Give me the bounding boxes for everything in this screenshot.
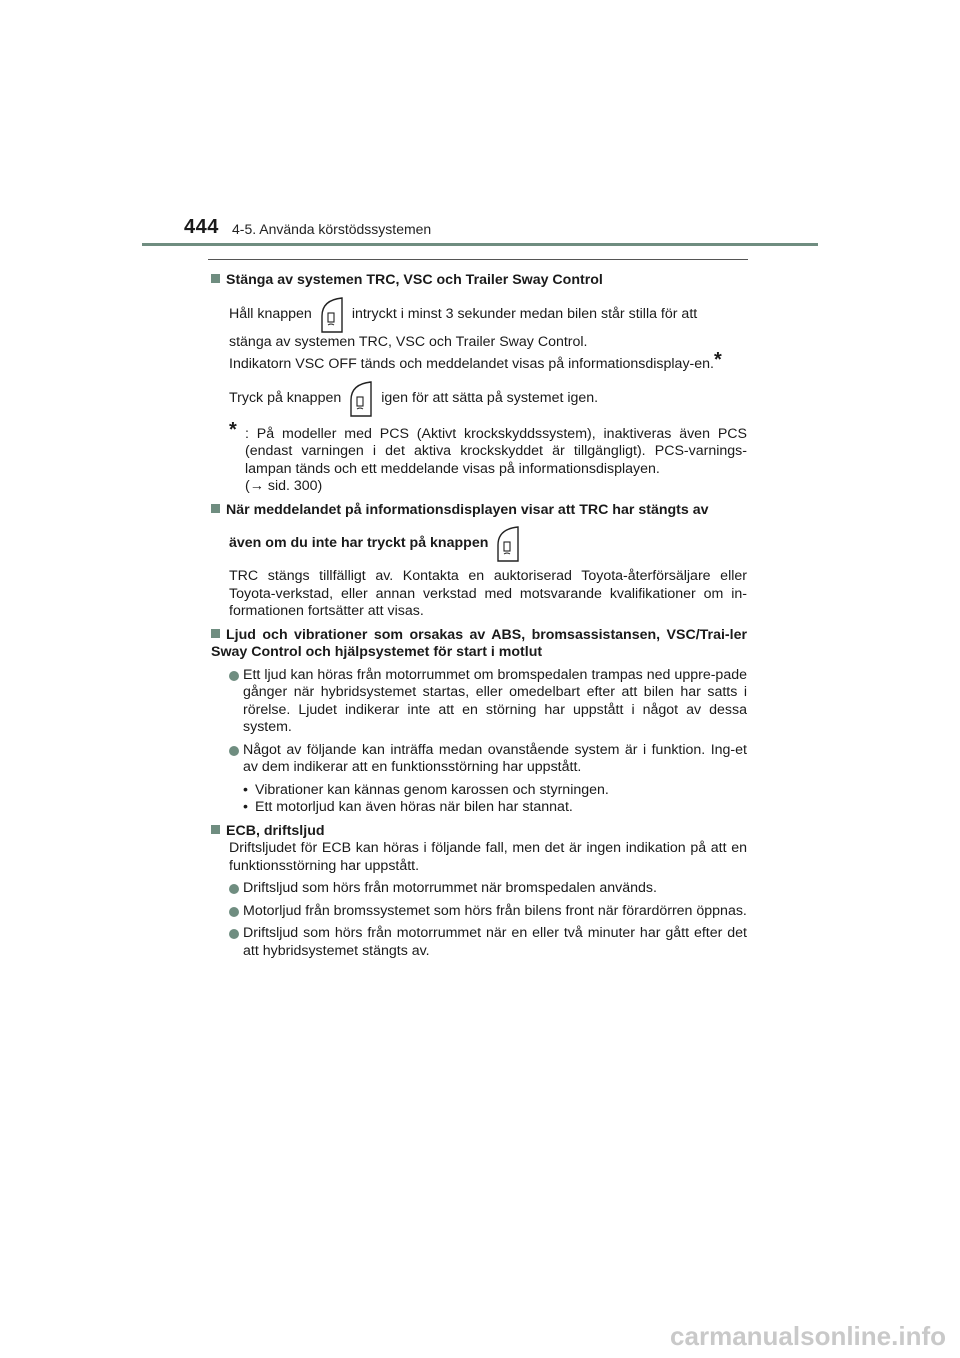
section-heading-sounds: Ljud och vibrationer som orsakas av ABS, bromsassistansen, VSC/Trai-ler Sway Control och hjälpsystemet för start i motlut <box>211 626 747 660</box>
watermark: carmanualsonline.info <box>670 1321 946 1351</box>
section-heading-trc-message: När meddelandet på informationsdisplayen visar att TRC har stängts av <box>211 502 747 520</box>
page-reference: (→ sid. 300) <box>245 478 323 494</box>
round-bullet-icon <box>229 884 239 894</box>
heading-button-line: även om du inte har tryckt på knappen <box>229 525 747 563</box>
list-item: Motorljud från bromssystemet som hörs från bilens front när förardörren öppnas. <box>211 903 747 921</box>
header-rule <box>142 243 818 246</box>
sub-list-item: • Ett motorljud kan även höras när bilen har stannat. <box>243 799 573 815</box>
section-heading-trc-off: Stänga av systemen TRC, VSC och Trailer Sway Control <box>211 272 747 290</box>
page-content <box>211 266 747 960</box>
round-bullet-icon <box>229 907 239 917</box>
vsc-off-button-icon <box>347 380 375 418</box>
content-rule <box>208 259 748 260</box>
paragraph: stänga av systemen TRC, VSC och Trailer Sway Control. <box>229 333 588 350</box>
round-bullet-icon <box>229 929 239 939</box>
list-item: Något av följande kan inträffa medan ovanstående system är i funktion. Ing-et av dem indikerar att en funktionsstörning har uppstått. <box>211 742 747 777</box>
page-number: 444 <box>184 216 219 238</box>
paragraph-indicator: Indikatorn VSC OFF tänds och meddelandet visas på informationsdisplay-en.* <box>229 349 722 372</box>
paragraph: Driftsljudet för ECB kan höras i följande fall, men det är ingen indikation på att en funktionsstörning har uppstått. <box>229 840 747 874</box>
square-bullet-icon <box>211 274 220 283</box>
round-bullet-icon <box>229 746 239 756</box>
square-bullet-icon <box>211 504 220 513</box>
footnote: * : På modeller med PCS (Aktivt krockskyddssystem), inaktiveras även PCS (endast varningen i det aktiva krockskyddet är tillgängligt). PCS-varnings-lampan tänds och ett meddelande visas på informationsdisplayen. (→ sid. 300) <box>229 418 747 494</box>
press-button-line: Tryck på knappen igen för att sätta på systemet igen. <box>229 380 747 418</box>
vsc-off-button-icon <box>494 525 522 563</box>
list-item: Driftsljud som hörs från motorrummet när en eller två minuter har gått efter det att hybridsystemet stängts av. <box>211 925 747 960</box>
footnote-star: * <box>229 418 237 441</box>
sub-list-item: • Vibrationer kan kännas genom karossen och styrningen. <box>243 781 609 798</box>
section-heading-ecb: ECB, driftsljud <box>211 823 747 841</box>
square-bullet-icon <box>211 629 220 638</box>
footnote-marker: * <box>714 349 722 371</box>
vsc-off-button-icon <box>318 296 346 334</box>
square-bullet-icon <box>211 825 220 834</box>
round-bullet-icon <box>229 671 239 681</box>
list-item: Driftsljud som hörs från motorrummet när bromspedalen används. <box>211 880 747 898</box>
list-item: Ett ljud kan höras från motorrummet om bromspedalen trampas ned uppre-pade gånger när hybridsystemet startas, eller omedelbart efter att bilen har satts i rörelse. Ljudet indikerar inte att en störning har uppstått i något av dessa system. <box>211 667 747 737</box>
paragraph: TRC stängs tillfälligt av. Kontakta en auktoriserad Toyota-återförsäljare eller Toyota-verkstad, eller annan verkstad med motsvarande kvalifikationer om in-formationen fortsätter att visas. <box>229 568 747 619</box>
hold-button-line: Håll knappen intryckt i minst 3 sekunder medan bilen står stilla för att <box>229 296 747 334</box>
chapter-title: 4-5. Använda körstödssystemen <box>232 221 432 237</box>
